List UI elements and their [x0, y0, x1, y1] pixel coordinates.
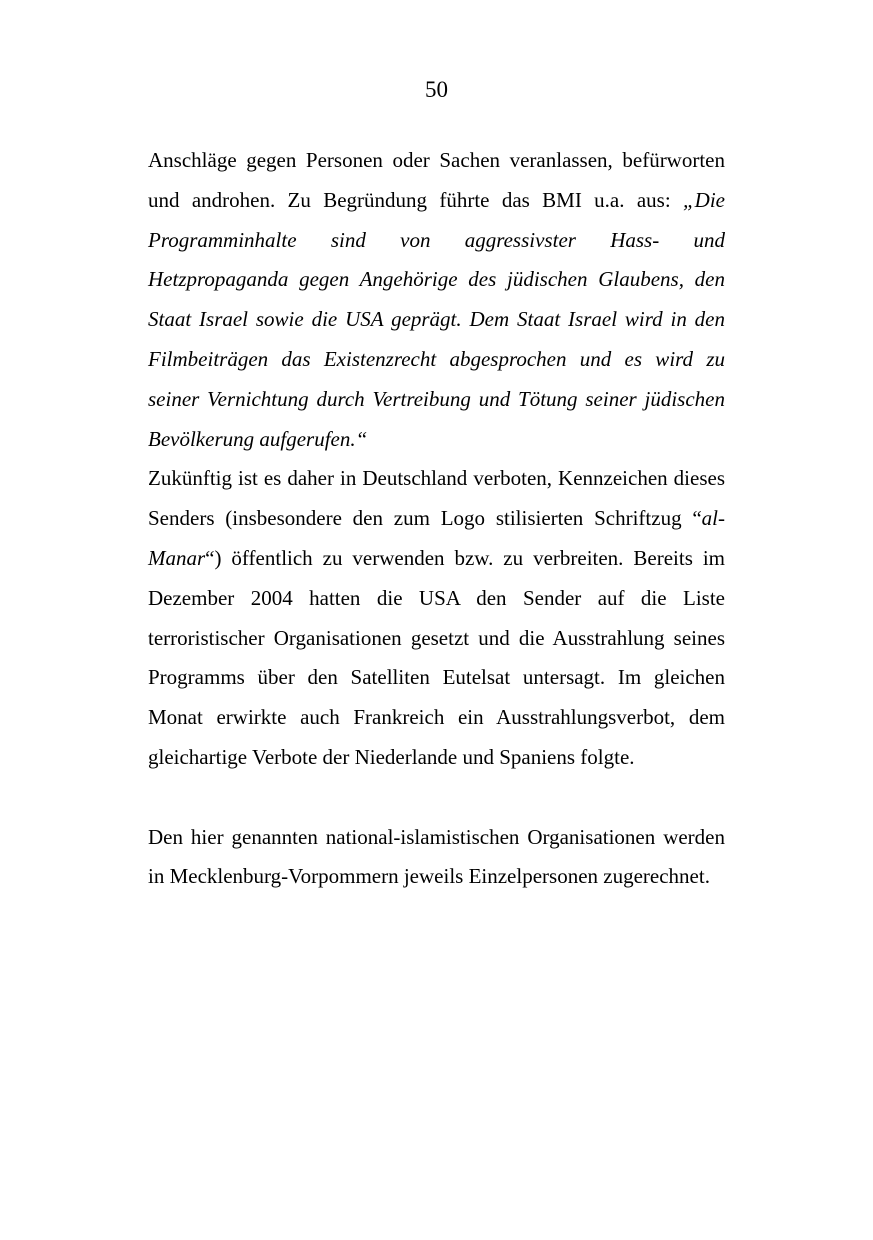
page-number: 50 — [425, 77, 448, 102]
ban-text-before: Zukünftig ist es daher in Deutschland verboten, Kennzeichen dieses Senders (insbesondere den zum Logo stilisierten Schriftzug “ — [148, 466, 725, 531]
ban-text-after: “) öffentlich zu verwenden bzw. zu verbreiten. Bereits im Dezember 2004 hatten die USA den Sender auf die Liste terroristischer Organisationen gesetzt und die Ausstrahlung seines Programms über den Satelliten Eutelsat untersagt. Im gleichen Monat erwirkte auch Frankreich ein Ausstrahlungsverbot, dem gleichartige Verbote der Niederlande und Spaniens folgte. — [148, 545, 725, 769]
bmi-quote-text: „Die Programminhalte sind von aggressivster Hass- und Hetzpropaganda gegen Angehörige des jüdischen Glaubens, den Staat Israel sowie die USA geprägt. Dem Staat Israel wird in den Filmbeiträgen das Existenzrecht abgesprochen und es wird zu seiner Vernichtung durch Vertreibung und Tötung seiner jüdischen Bevölkerung aufgerufen.“ — [148, 187, 725, 451]
paragraph-bmi-quote — [148, 141, 725, 459]
sender-name: al-Manar — [148, 506, 725, 570]
paragraph-intro-text: Anschläge gegen Personen oder Sachen veranlassen, befürworten und androhen. Zu Begründung führte das BMI u.a. aus: — [148, 148, 725, 212]
paragraph-organisations: Den hier genannten national-islamistischen Organisationen werden in Mecklenburg-Vorpommern jeweils Einzelpersonen zugerechnet. — [148, 824, 725, 889]
document-body — [148, 141, 725, 897]
paragraph-ban — [148, 459, 725, 777]
paragraph-spacer — [148, 778, 725, 818]
